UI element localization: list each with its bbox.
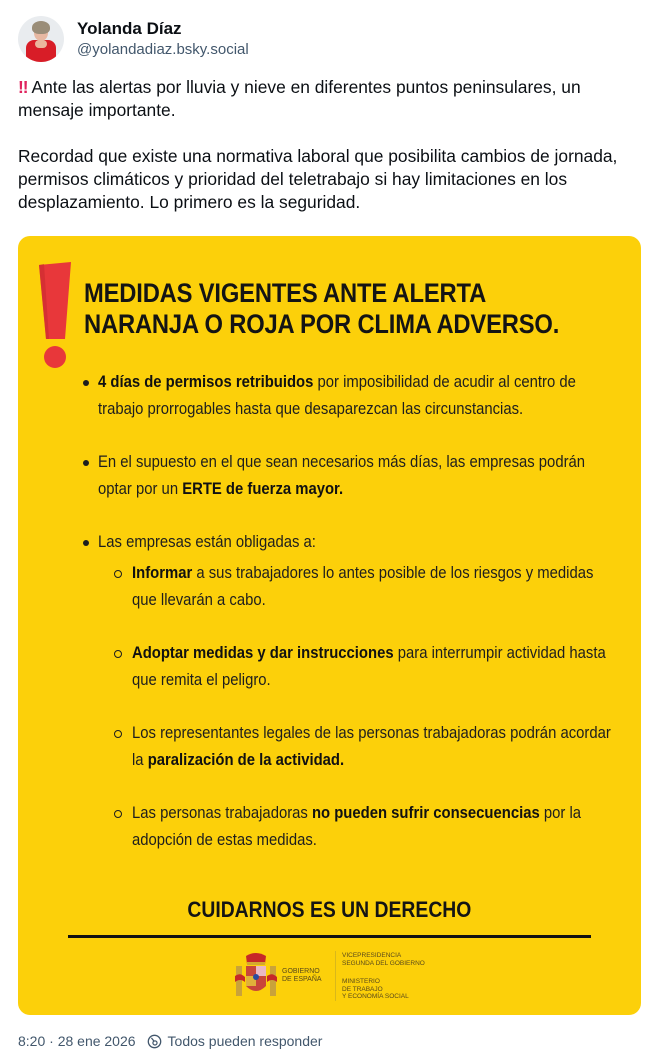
hollow-bullet-icon <box>114 730 122 738</box>
hollow-bullet-icon <box>114 810 122 818</box>
double-exclamation-icon: ‼ <box>18 77 26 97</box>
item-text: Las empresas están obligadas a: <box>98 533 316 551</box>
author-display-name[interactable]: Yolanda Díaz <box>77 19 182 38</box>
min-line-3: Y ECONOMÍA SOCIAL <box>342 993 409 1000</box>
sub-list-item <box>80 720 620 774</box>
author-names <box>77 18 249 60</box>
avatar[interactable] <box>18 16 64 62</box>
exclamation-icon <box>38 261 72 369</box>
post-timestamp[interactable]: 8:20 · 28 ene 2026 <box>18 1033 136 1049</box>
hollow-bullet-icon <box>114 650 122 658</box>
post-paragraph-2: Recordad que existe una normativa laboral que posibilita cambios de jornada, permisos climáticos y prioridad del teletrabajo si hay limitaciones en los desplazamiento. Lo primero es la seguridad. <box>18 146 618 212</box>
item-text: Los representantes legales de las personas trabajadoras podrán acordar la <box>132 724 611 769</box>
post-meta <box>18 1033 322 1049</box>
gobierno-label <box>282 968 322 984</box>
min-line-1: MINISTERIO <box>342 978 380 985</box>
avatar-hair-shape <box>32 21 50 34</box>
sub-list-item <box>80 560 620 614</box>
post-paragraph-1 <box>18 76 643 122</box>
item-bold: Informar <box>132 564 193 582</box>
reply-setting-icon <box>147 1034 162 1049</box>
item-bold: no pueden sufrir consecuencias <box>311 804 540 822</box>
item-bold: paralización de la actividad. <box>147 751 345 769</box>
list-item <box>80 369 620 423</box>
gobierno-line-1: GOBIERNO <box>282 968 320 975</box>
item-text: para interrumpir actividad hasta que remita el peligro. <box>132 644 606 689</box>
avatar-hands-shape <box>35 40 47 48</box>
post-body <box>18 76 643 214</box>
sub-list-item <box>80 800 620 854</box>
ministerio-label <box>342 978 409 1001</box>
vicepresidencia-label <box>342 952 425 967</box>
min-line-2: DE TRABAJO <box>342 985 383 993</box>
card-slogan <box>18 897 641 923</box>
bullet-icon <box>83 460 89 466</box>
item-bold: 4 días de permisos retribuidos <box>98 373 314 391</box>
item-text: por la adopción de estas medidas. <box>132 804 582 849</box>
vice-line-2: SEGUNDA DEL GOBIERNO <box>342 959 425 967</box>
logo-divider <box>335 951 336 1001</box>
hollow-bullet-icon <box>114 570 122 578</box>
government-logo <box>232 948 437 1006</box>
divider <box>68 935 591 938</box>
measures-list <box>80 369 620 854</box>
card-title <box>84 278 559 340</box>
post-image[interactable] <box>18 236 641 1015</box>
card-title-line-1: MEDIDAS VIGENTES ANTE ALERTA <box>84 278 487 308</box>
gobierno-line-2: DE ESPAÑA <box>282 976 322 983</box>
vice-line-1: VICEPRESIDENCIA <box>342 952 402 959</box>
post-header <box>18 16 249 62</box>
item-text: Las personas trabajadoras <box>132 804 312 822</box>
card-slogan-text: CUIDARNOS ES UN DERECHO <box>187 897 472 922</box>
list-item <box>80 529 620 556</box>
item-text: por imposibilidad de acudir al centro de trabajo prorrogables hasta que desaparezcan las circunstancias. <box>98 373 576 418</box>
card-title-line-2: NARANJA O ROJA POR CLIMA ADVERSO. <box>84 309 560 339</box>
post-paragraph-1-text: Ante las alertas por lluvia y nieve en diferentes puntos peninsulares, un mensaje importante. <box>18 77 581 120</box>
item-bold: ERTE de fuerza mayor. <box>182 480 344 498</box>
list-item <box>80 449 620 503</box>
bullet-icon <box>83 540 89 546</box>
item-bold: Adoptar medidas y dar instrucciones <box>132 644 394 662</box>
reply-setting-label[interactable]: Todos pueden responder <box>167 1033 323 1049</box>
item-text: En el supuesto en el que sean necesarios más días, las empresas podrán optar por un <box>98 453 586 498</box>
author-handle[interactable]: @yolandadiaz.bsky.social <box>77 41 249 58</box>
item-text: a sus trabajadores lo antes posible de los riesgos y medidas que llevarán a cabo. <box>132 564 594 609</box>
coat-of-arms-icon <box>234 952 278 1002</box>
bullet-icon <box>83 380 89 386</box>
sub-list-item <box>80 640 620 694</box>
